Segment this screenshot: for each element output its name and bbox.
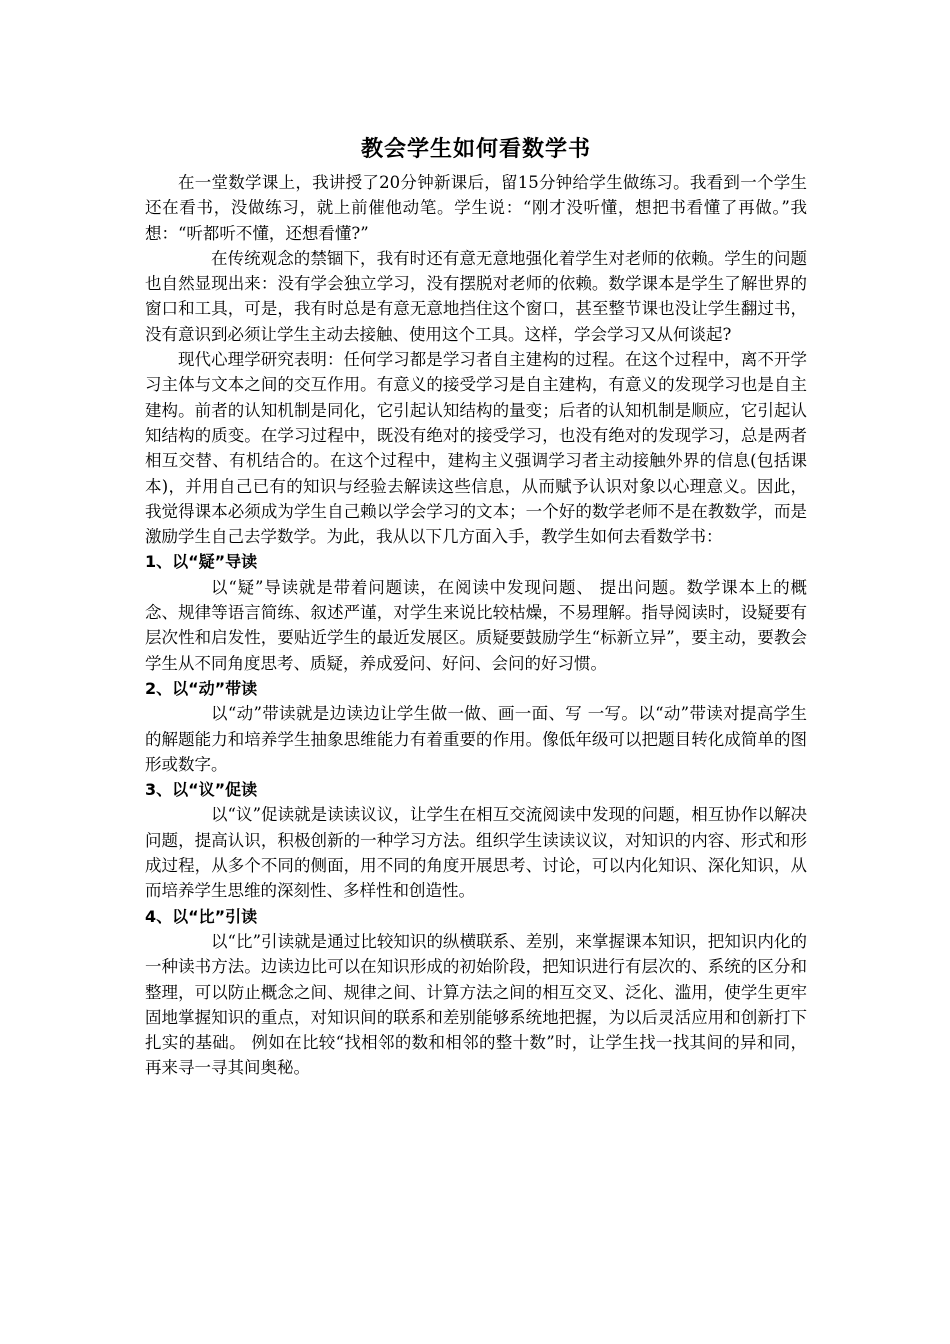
intro-paragraph-3: 现代心理学研究表明：任何学习都是学习者自主建构的过程。在这个过程中，离不开学习主体与文本之间的交互作用。有意义的接受学习是自主建构，有意义的发现学习也是自主建构。前者的认知机制是同化，它引起认知结构的量变；后者的认知机制是顺应，它引起认知结构的质变。在学习过程中，既没有绝对的接受学习，也没有绝对的发现学习，总是两者相互交替、有机结合的。在这个过程中，建构主义强调学习者主动接触外界的信息(包括课本)，并用自己已有的知识与经验去解读这些信息，从而赋予认识对象以心理意义。因此，我觉得课本必须成为学生自己赖以学会学习的文本；一个好的数学老师不是在教数学，而是激励学生自己去学数学。为此，我从以下几方面入手，教学生如何去看数学书： <box>145 350 807 547</box>
intro-paragraph-2: 在传统观念的禁锢下，我有时还有意无意地强化着学生对老师的依赖。学生的问题也自然显现出来：没有学会独立学习，没有摆脱对老师的依赖。数学课本是学生了解世界的窗口和工具，可是，我有时总是有意无意地挡住这个窗口，甚至整节课也没让学生翻过书，没有意识到必须让学生主动去接触、使用这个工具。这样，学会学习又从何谈起? <box>145 248 807 344</box>
section-heading-4: 4、以“比”引读 <box>145 906 258 926</box>
document-title: 教会学生如何看数学书 <box>360 137 591 162</box>
intro-paragraph-1: 在一堂数学课上，我讲授了20分钟新课后，留15分钟给学生做练习。我看到一个学生还在看书，没做练习，就上前催他动笔。学生说：“刚才没听懂，想把书看懂了再做。”我想：“听都听不懂，还想看懂?” <box>145 173 807 243</box>
section-heading-3: 3、以“议”促读 <box>145 780 258 800</box>
section-heading-1: 1、以“疑”导读 <box>145 552 258 572</box>
section-body-4: 以“比”引读就是通过比较知识的纵横联系、差别，来掌握课本知识，把知识内化的一种读书方法。边读边比可以在知识形成的初始阶段，把知识进行有层次的、系统的区分和整理，可以防止概念之间、规律之间、计算方法之间的相互交叉、泛化、滥用，使学生更牢固地掌握知识的重点，对知识间的联系和差别能够系统地把握，为以后灵活应用和创新打下扎实的基础。 例如在比较“找相邻的数和相邻的整十数”时，让学生找一找其间的异和同，再来寻一寻其间奥秘。 <box>145 931 807 1078</box>
document-page <box>145 132 807 1081</box>
section-body-3: 以“议”促读就是读读议议，让学生在相互交流阅读中发现的问题，相互协作以解决问题，提高认识，积极创新的一种学习方法。组织学生读读议议，对知识的内容、形式和形成过程，从多个不同的侧面，用不同的角度开展思考、讨论，可以内化知识、深化知识，从而培养学生思维的深刻性、多样性和创造性。 <box>145 805 807 901</box>
section-heading-2: 2、以“动”带读 <box>145 678 258 698</box>
section-body-2: 以“动”带读就是边读边让学生做一做、画一面、写 一写。以“动”带读对提高学生的解题能力和培养学生抽象思维能力有着重要的作用。像低年级可以把题目转化成简单的图形或数字。 <box>145 704 807 774</box>
section-body-1: 以“疑”导读就是带着问题读，在阅读中发现问题、 提出问题。数学课本上的概念、规律等语言简练、叙述严谨，对学生来说比较枯燥，不易理解。指导阅读时，设疑要有层次性和启发性，要贴近学生的最近发展区。质疑要鼓励学生“标新立异”，要主动，要教会学生从不同角度思考、质疑，养成爱问、好问、会问的好习惯。 <box>145 577 807 673</box>
